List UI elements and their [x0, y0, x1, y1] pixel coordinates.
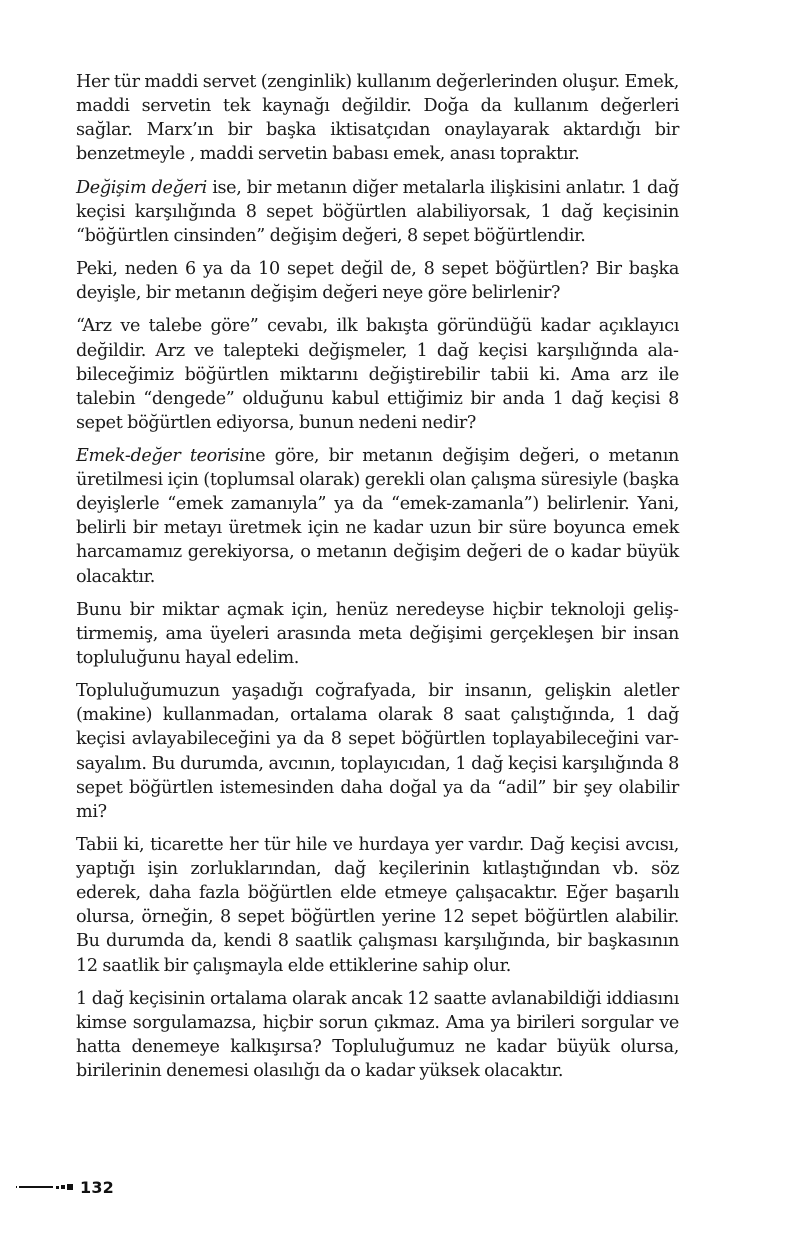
paragraph-supply-demand: [76, 314, 679, 434]
line-with-squares-icon: [16, 1177, 73, 1197]
paragraph-question: [76, 257, 679, 305]
page-body: [76, 70, 679, 1092]
ornament-square-small: [56, 1186, 59, 1189]
ornament-rule: [19, 1186, 53, 1188]
paragraph-hunter-gatherer: [76, 679, 679, 824]
ornament-tick: [16, 1186, 17, 1188]
paragraph-text: Tabii ki, ticarette her tür hile ve hurdaya yer vardır. Dağ keçisi avcısı, yaptığı işin zorluklarından, dağ keçilerinin kıtlaştığından vb. söz ederek, daha fazla böğürtlen elde etmeye çalışacaktır. Eğer başarılı olursa, örneğin, 8 sepet böğürtlen yerine 12 sepet böğürtlen alabilir. Bu durumda da, kendi 8 saatlik çalışması karşılığında, bir başkasının 12 saatlik bir çalışmayla elde ettiklerine sahip olur.: [76, 835, 679, 976]
ornament-square-medium: [61, 1185, 65, 1189]
italic-term: Emek-değer teorisi: [76, 446, 245, 467]
paragraph-text: ne göre, bir metanın değişim değeri, o metanın üretilmesi için (toplumsal olarak) gerekli olan çalışma süresiyle (başka deyişlerle “emek zamanıyla” ya da “emek-zamanla”) belirlenir. Yani, belirli bir metayı üretmek için ne kadar uzun bir süre boyunca emek harcamamız gerekiyorsa, o metanın değişim değeri de o kadar büyük olacaktır.: [76, 446, 679, 587]
paragraph-text: Her tür maddi servet (zenginlik) kullanım değerlerinden oluşur. Emek, maddi servetin tek kaynağı değildir. Doğa da kullanım değerleri sağlar. Marx’ın bir başka iktisatçıdan onaylayarak aktardığı bir benzetmeyle , maddi servetin babası emek, anası topraktır.: [76, 72, 679, 165]
paragraph-exchange-value: [76, 176, 679, 248]
paragraph-community: [76, 598, 679, 670]
paragraph-questioning: [76, 987, 679, 1083]
paragraph-text: 1 dağ keçisinin ortalama olarak ancak 12 saatte avlanabildiği iddiasını kimse sorgulamazsa, hiçbir sorun çıkmaz. Ama ya birileri sorgular ve hatta denemeye kalkışırsa? Topluluğumuz ne kadar büyük olursa, birilerinin denemesi olasılığı da o kadar yüksek olacaktır.: [76, 988, 679, 1082]
paragraph-labor-theory: [76, 444, 679, 589]
paragraph-trade-tricks: [76, 833, 679, 978]
page-number: 132: [80, 1177, 114, 1197]
paragraph-text: Peki, neden 6 ya da 10 sepet değil de, 8 sepet böğürtlen? Bir başka deyişle, bir metanın değişim değeri neye göre belirlenir?: [76, 259, 679, 304]
paragraph-text: Topluluğumuzun yaşadığı coğrafyada, bir insanın, gelişkin aletler (makine) kullanmadan, ortalama olarak 8 saat çalıştığında, 1 dağ keçisi avlayabileceğini ya da 8 sepet böğürtlen toplayabileceğini varsayalım. Bu durumda, avcının, toplayıcıdan, 1 dağ keçisi karşılığında 8 sepet böğürtlen istemesinden daha doğal ya da “adil” bir şey olabilir mi?: [76, 681, 679, 822]
paragraph-use-value: [76, 70, 679, 166]
paragraph-text: “Arz ve talebe göre” cevabı, ilk bakışta göründüğü kadar açıklayıcı değildir. Arz ve talepteki değişmeler, 1 dağ keçisi karşılığında alabileceğimiz böğürtlen miktarını değiştirebilir tabii ki. Ama arz ile talebin “dengede” olduğunu kabul ettiğimiz bir anda 1 dağ keçisi 8 sepet böğürtlen ediyorsa, bunun nedeni nedir?: [76, 316, 679, 433]
italic-term: Değişim değeri: [76, 177, 207, 198]
paragraph-text: Bunu bir miktar açmak için, henüz neredeyse hiçbir teknoloji geliştirmemiş, ama üyeleri arasında meta değişimi gerçekleşen bir insan topluluğunu hayal edelim.: [76, 599, 679, 668]
ornament-square-large: [67, 1184, 73, 1190]
page-footer: [16, 1177, 114, 1197]
paragraph-text: ise, bir metanın diğer metalarla ilişkisini anlatır. 1 dağ keçisi karşılığında 8 sepet böğürtlen alabiliyorsak, 1 dağ keçisinin “böğürtlen cinsinden” değişim değeri, 8 sepet böğürtlendir.: [76, 177, 679, 246]
